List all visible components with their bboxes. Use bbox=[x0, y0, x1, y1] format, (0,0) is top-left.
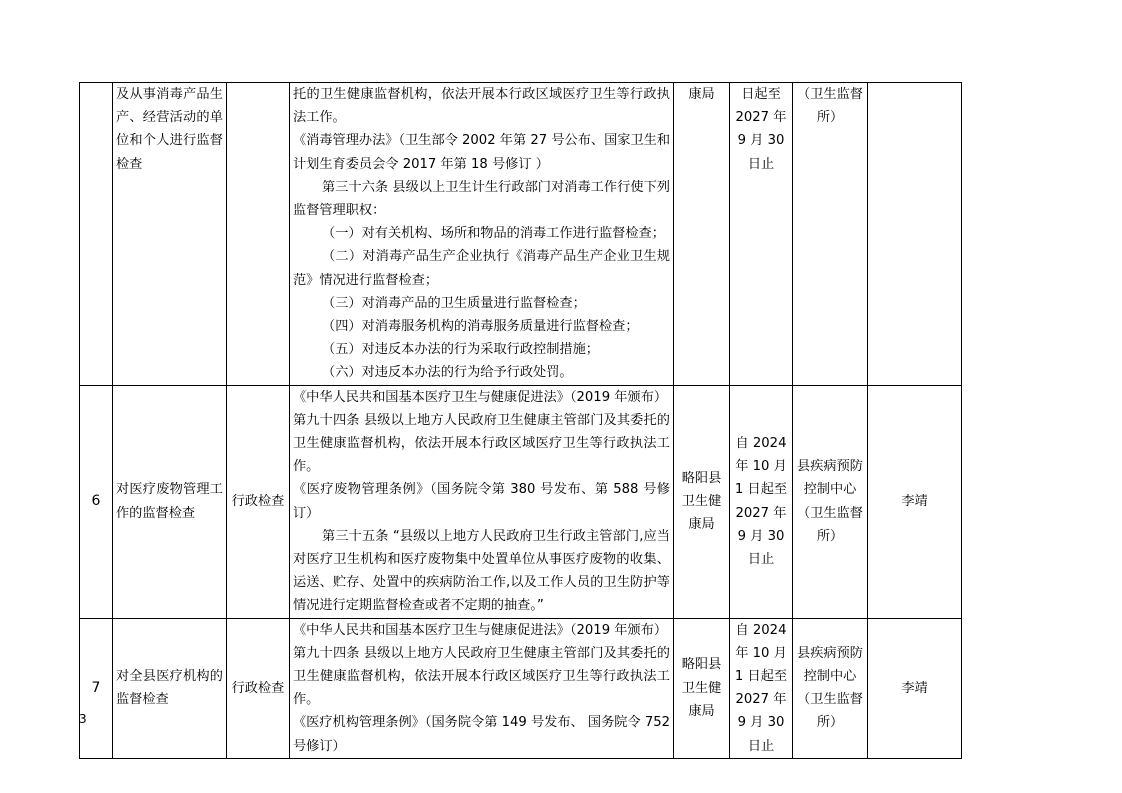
table-row bbox=[80, 83, 962, 386]
basis-paragraph: （三）对消毒产品的卫生质量进行监督检查； bbox=[322, 295, 586, 311]
inspection-type: 行政检查 bbox=[227, 385, 290, 618]
inspection-type: 行政检查 bbox=[227, 618, 290, 758]
table-row bbox=[80, 618, 962, 758]
basis-paragraph: 《中华人民共和国基本医疗卫生与健康促进法》（2019 年颁布） bbox=[293, 622, 668, 638]
department: 康局 bbox=[674, 83, 730, 386]
basis-paragraph: 第三十五条 “县级以上地方人民政府卫生行政主管部门,应当对医疗卫生机构和医疗废物集中处置单位从事医疗废物的收集、运送、贮存、处置中的疾病防治工作,以及工作人员的卫生防护等情况进行定期监督检查或者不定期的抽查。” bbox=[293, 528, 670, 614]
basis-paragraph: 第九十四条 县级以上地方人民政府卫生健康主管部门及其委托的卫生健康监督机构，依法开展本行政区域医疗卫生等行政执法工作。 bbox=[293, 645, 670, 708]
row-number: 6 bbox=[80, 385, 113, 618]
basis-paragraph: （一）对有关机构、场所和物品的消毒工作进行监督检查； bbox=[322, 226, 665, 242]
page-number: 3 bbox=[79, 712, 87, 726]
basis-paragraph: （四）对消毒服务机构的消毒服务质量进行监督检查； bbox=[322, 319, 639, 335]
inspection-type bbox=[227, 83, 290, 386]
table-row bbox=[80, 385, 962, 618]
inspection-item: 及从事消毒产品生产、经营活动的单位和个人进行监督检查 bbox=[113, 83, 227, 386]
legal-basis bbox=[290, 83, 674, 386]
row-number: 7 bbox=[80, 618, 113, 758]
validity-period: 自 2024 年 10 月 1 日起至 2027 年 9 月 30 日止 bbox=[730, 385, 793, 618]
basis-paragraph: 托的卫生健康监督机构，依法开展本行政区域医疗卫生等行政执法工作。 bbox=[293, 87, 670, 126]
enforcement-table bbox=[79, 82, 962, 759]
validity-period: 自 2024 年 10 月 1 日起至 2027 年 9 月 30 日止 bbox=[730, 618, 793, 758]
department: 略阳县卫生健康局 bbox=[674, 385, 730, 618]
entrusted-organization: 县疾病预防控制中心（卫生监督所） bbox=[793, 385, 868, 618]
basis-paragraph: 《中华人民共和国基本医疗卫生与健康促进法》（2019 年颁布） bbox=[293, 389, 668, 405]
basis-paragraph: 《消毒管理办法》（卫生部令 2002 年第 27 号公布、国家卫生和计划生育委员会令 2017 年第 18 号修订 ） bbox=[293, 133, 671, 172]
basis-paragraph: 《医疗废物管理条例》（国务院令第 380 号发布、第 588 号修订） bbox=[293, 482, 670, 521]
row-number bbox=[80, 83, 113, 386]
inspection-item: 对医疗废物管理工作的监督检查 bbox=[113, 385, 227, 618]
inspection-item: 对全县医疗机构的监督检查 bbox=[113, 618, 227, 758]
basis-paragraph: （二）对消毒产品生产企业执行《消毒产品生产企业卫生规范》情况进行监督检查； bbox=[293, 249, 670, 288]
responsible-person: 李靖 bbox=[868, 385, 962, 618]
basis-paragraph: （六）对违反本办法的行为给予行政处罚。 bbox=[322, 365, 573, 381]
responsible-person: 李靖 bbox=[868, 618, 962, 758]
basis-paragraph: 《医疗机构管理条例》（国务院令第 149 号发布、 国务院令 752 号修订） bbox=[293, 715, 671, 754]
basis-paragraph: （五）对违反本办法的行为采取行政控制措施； bbox=[322, 342, 599, 358]
legal-basis bbox=[290, 385, 674, 618]
basis-paragraph: 第九十四条 县级以上地方人民政府卫生健康主管部门及其委托的卫生健康监督机构，依法开展本行政区域医疗卫生等行政执法工作。 bbox=[293, 412, 670, 475]
entrusted-organization: （卫生监督所） bbox=[793, 83, 868, 386]
entrusted-organization: 县疾病预防控制中心（卫生监督所） bbox=[793, 618, 868, 758]
validity-period: 日起至 2027 年 9 月 30 日止 bbox=[730, 83, 793, 386]
legal-basis bbox=[290, 618, 674, 758]
responsible-person bbox=[868, 83, 962, 386]
basis-paragraph: 第三十六条 县级以上卫生计生行政部门对消毒工作行使下列监督管理职权： bbox=[293, 179, 670, 219]
department: 略阳县卫生健康局 bbox=[674, 618, 730, 758]
